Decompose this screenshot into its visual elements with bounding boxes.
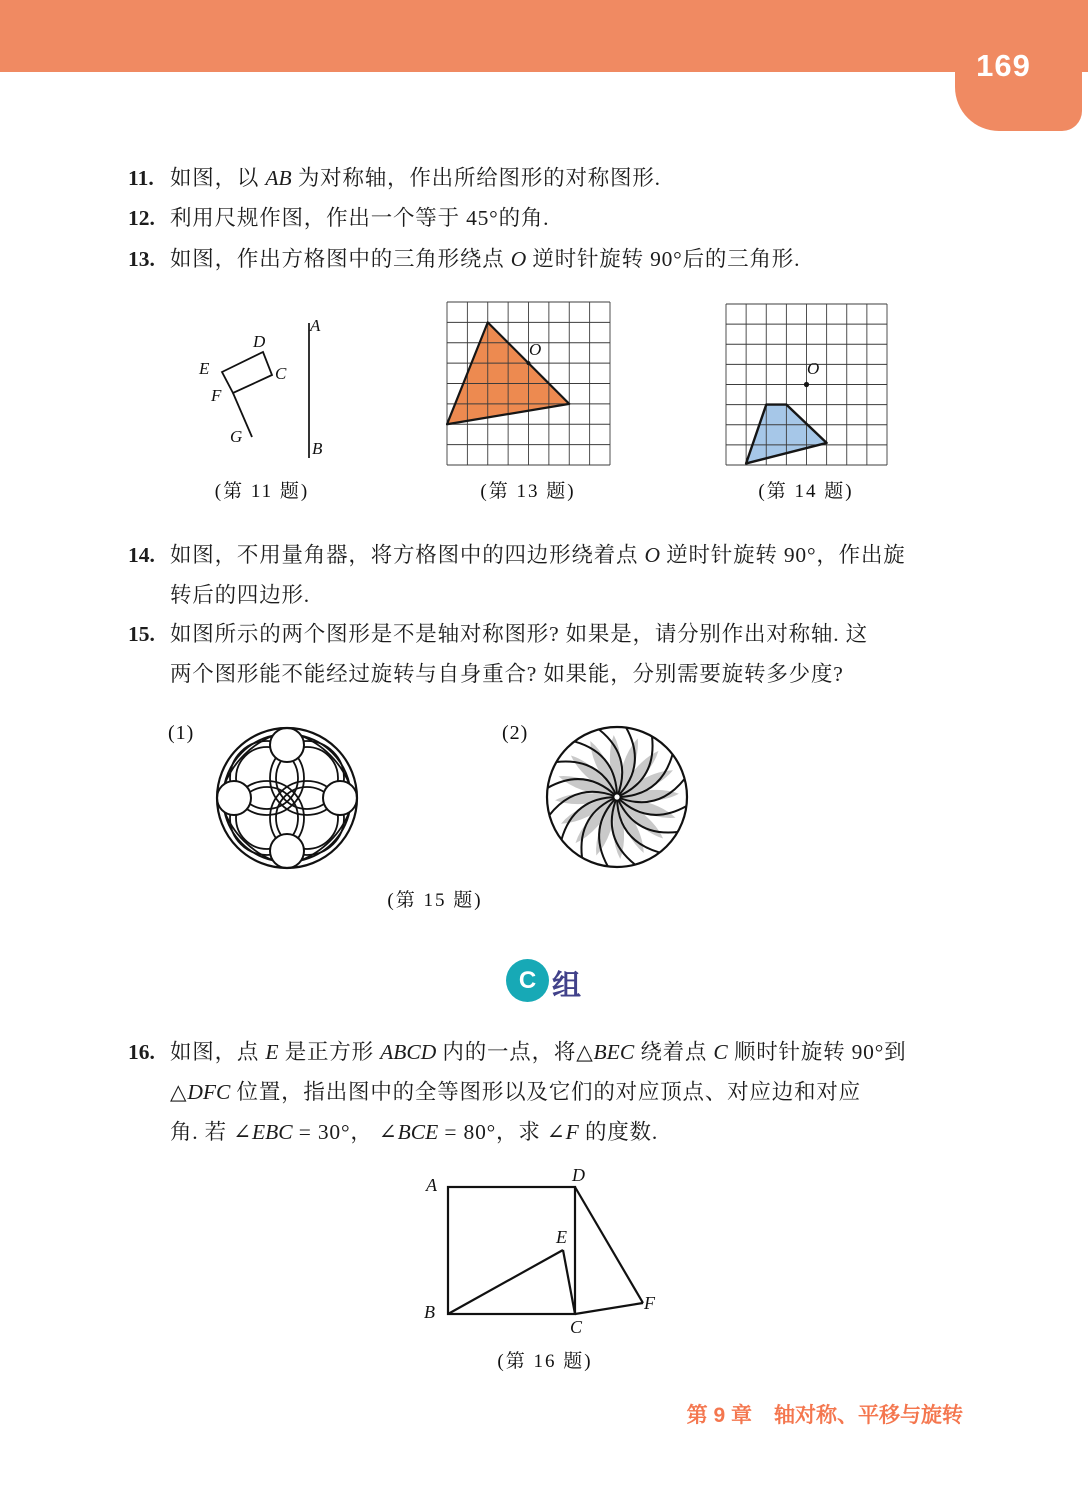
problem-number: 16. (128, 1040, 155, 1064)
problem-13 (128, 239, 973, 279)
problem-text: 如图所示的两个图形是不是轴对称图形? 如果是，请分别作出对称轴. 这 两个图形能不能经过旋转与自身重合? 如果能，分别需要旋转多少度? (170, 622, 868, 686)
vertex-label-G: G (230, 427, 243, 446)
section-c-badge (506, 959, 549, 1002)
figure-13-caption: (第 13 题) (480, 481, 576, 502)
problem-text: 如图，作出方格图中的三角形绕点 O 逆时针旋转 90°后的三角形. (170, 247, 801, 271)
problem-11 (128, 158, 973, 198)
vertex-label-C: C (275, 364, 287, 383)
figure-15-caption: (第 15 题) (387, 890, 483, 911)
vertex-label-A: A (426, 1175, 437, 1195)
vertex-label-B: B (424, 1302, 435, 1322)
vertex-label-E: E (199, 359, 210, 378)
vertex-label-C: C (570, 1317, 583, 1337)
header-bar (0, 0, 1088, 72)
chapter-footer (687, 1399, 963, 1429)
page-number: 169 (976, 47, 1031, 83)
figure-16-caption: (第 16 题) (497, 1351, 593, 1372)
problem-text: 如图，不用量角器，将方格图中的四边形绕着点 O 逆时针旋转 90°，作出旋 转后的四边形. (170, 543, 906, 607)
point-label-O: O (807, 359, 820, 378)
figure-16-square-triangles (440, 1170, 670, 1325)
section-group-label: 组 (552, 970, 582, 1002)
page-number-badge (955, 0, 1082, 131)
figure-15-pinwheel (542, 722, 692, 872)
problem-number: 14. (128, 543, 155, 567)
figure-14-grid-quad (725, 303, 888, 466)
figure-15-item2-label: (2) (502, 722, 529, 744)
vertex-label-D: D (253, 332, 266, 351)
problem-14 (128, 535, 973, 615)
problem-number: 13. (128, 247, 155, 271)
figure-15-item1-label: (1) (168, 722, 195, 744)
figure-11-caption: (第 11 题) (214, 481, 310, 502)
vertex-label-B: B (312, 439, 323, 458)
vertex-label-E: E (556, 1227, 567, 1247)
vertex-label-D: D (572, 1165, 585, 1185)
point-label-O: O (529, 340, 542, 359)
problem-number: 12. (128, 206, 155, 230)
section-letter: C (518, 966, 537, 994)
chapter-number: 第 9 章 (686, 1404, 752, 1427)
problem-12 (128, 198, 973, 238)
vertex-label-F: F (644, 1293, 655, 1313)
figure-15-medallion (215, 726, 359, 870)
chapter-title: 轴对称、平移与旋转 (774, 1404, 963, 1427)
problem-15 (128, 614, 973, 694)
problem-number: 11. (128, 166, 154, 190)
problem-text: 利用尺规作图，作出一个等于 45°的角. (170, 206, 550, 230)
figure-13-grid-triangle (446, 301, 611, 466)
figure-14-caption: (第 14 题) (758, 481, 854, 502)
problem-text: 如图，点 E 是正方形 ABCD 内的一点，将△BEC 绕着点 C 顺时针旋转 90°到 △DFC 位置，指出图中的全等图形以及它们的对应顶点、对应边和对应 角. 若 ∠EBC = 30°， ∠BCE = 80°，求 ∠F 的度数. (170, 1040, 907, 1144)
problem-text: 如图，以 AB 为对称轴，作出所给图形的对称图形. (170, 166, 661, 190)
vertex-label-A: A (310, 316, 321, 335)
vertex-label-F: F (211, 386, 222, 405)
problem-16 (128, 1032, 973, 1152)
problem-number: 15. (128, 622, 155, 646)
